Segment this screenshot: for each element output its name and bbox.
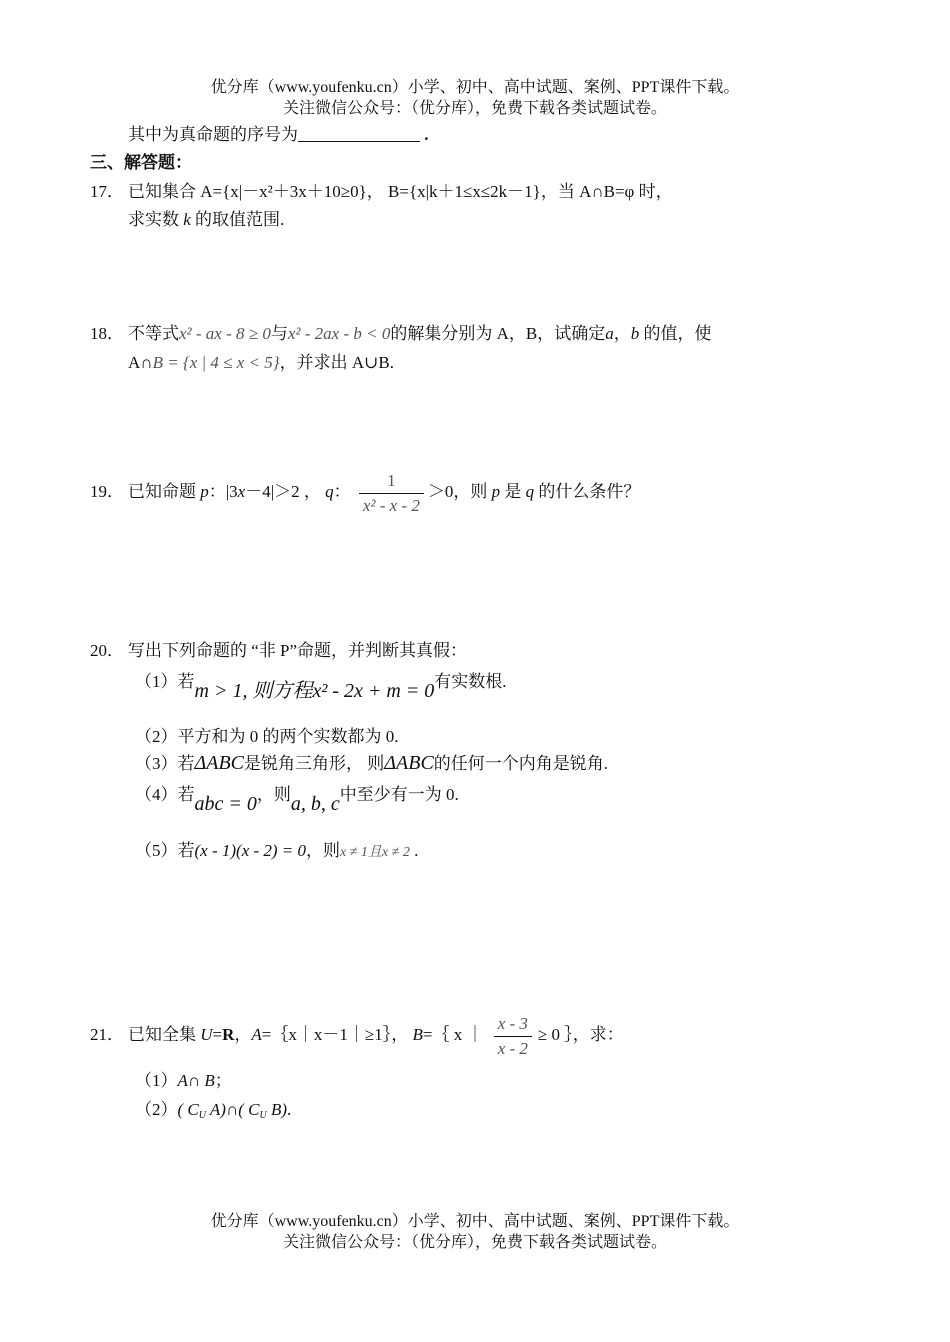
- q21-text-5: =｛ x ｜: [422, 1025, 484, 1044]
- q18-comma: ，: [613, 324, 631, 343]
- q20-i4-math-2: a, b, c: [290, 793, 340, 815]
- q19-fraction-numerator: 1: [359, 469, 424, 494]
- q21-var-B: B: [412, 1025, 423, 1044]
- q20-i5-b: ，则: [306, 841, 341, 860]
- q18-inequality-1: x² - ax - 8 ≥ 0: [179, 324, 271, 343]
- q18-text-3: 的解集分别为 A，B，试确定: [390, 324, 606, 343]
- q21-var-R: R: [222, 1025, 235, 1044]
- q18-line-1: [128, 323, 711, 345]
- q18-text-2: 与: [270, 324, 288, 343]
- header-line-2: 关注微信公众号：（优分库），免费下载各类试题试卷。: [282, 100, 667, 117]
- q17-line-2: [128, 209, 284, 231]
- q17-var-k: k: [183, 210, 191, 229]
- q21-s2-math-1: ( C: [177, 1100, 199, 1119]
- q19-text-2: ：|3: [208, 482, 238, 501]
- q19-text-7: 的什么条件？: [534, 482, 641, 501]
- q20-number: 20．: [90, 641, 124, 660]
- q18-line-2: [128, 352, 394, 374]
- q21-text-1: 已知全集: [128, 1025, 201, 1044]
- footer-line-1: 优分库（www.youfenku.cn）小学、初中、高中试题、案例、PPT课件下载。: [210, 1213, 740, 1230]
- q18-l2-b: ，并求出 A∪B.: [279, 353, 394, 372]
- q21-subquestion-1: [135, 1070, 232, 1092]
- q21-fraction-numerator: x - 3: [494, 1012, 532, 1037]
- q18-text-1: 不等式: [128, 324, 179, 343]
- q21-var-U: U: [200, 1025, 213, 1044]
- q21-s2-a: （2）: [135, 1100, 178, 1119]
- q21-s2-math-3: B): [266, 1100, 288, 1119]
- q21-s2-b: .: [287, 1100, 292, 1119]
- q21-s1-a: （1）: [135, 1071, 178, 1090]
- q20-i3-triangle-2: ΔABC: [384, 752, 434, 774]
- q19-text-6: 是: [500, 482, 526, 501]
- q21-text-6: ≥ 0 ｝，求：: [537, 1025, 624, 1044]
- q20-i3-c: 的任何一个内角是锐角.: [433, 754, 609, 773]
- q20-i4-c: 中至少有一为 0.: [339, 785, 459, 804]
- q20-item-5: [135, 840, 418, 864]
- q19-line: [128, 466, 640, 518]
- q20-i1-a: （1）若: [135, 672, 195, 691]
- q19-text-1: 已知命题: [128, 482, 201, 501]
- q20-i3-b: 是锐角三角形， 则: [244, 754, 385, 773]
- q21-text-4: =｛x｜x－1｜≥1｝，: [261, 1025, 413, 1044]
- q18-l2-a: A∩: [128, 353, 153, 372]
- q18-text-4: 的值，使: [639, 324, 712, 343]
- q17-text-b: 的取值范围.: [190, 210, 285, 229]
- q21-s2-sub-2: U: [259, 1110, 267, 1121]
- q20-i5-a: （5）若: [135, 841, 195, 860]
- q19-number: 19．: [90, 482, 124, 501]
- q21-var-A: A: [251, 1025, 262, 1044]
- q20-i3-a: （3）若: [135, 754, 195, 773]
- footer-line-2: 关注微信公众号：（优分库），免费下载各类试题试卷。: [282, 1234, 667, 1251]
- q20-item-2: （2）平方和为 0 的两个实数都为 0.: [135, 727, 399, 746]
- q21-fraction-denominator: x - 2: [497, 1038, 528, 1058]
- q19-var-q: q: [325, 482, 334, 501]
- q20-i4-math-1: abc = 0: [194, 793, 257, 815]
- q20-i1-b: 有实数根.: [434, 672, 507, 691]
- q20-i1-math: m > 1, 则方程x² - 2x + m = 0: [194, 680, 435, 702]
- answer-blank[interactable]: [298, 124, 420, 142]
- q21-number: 21．: [90, 1025, 124, 1044]
- q20-i5-math-1: (x - 1)(x - 2) = 0: [194, 841, 307, 860]
- q20-i4-b: ，则: [256, 785, 291, 804]
- q20-i5-c: .: [409, 841, 419, 860]
- fill-prefix: 其中为真命题的序号为: [128, 125, 298, 144]
- q21-s1-b: ；: [214, 1071, 232, 1090]
- q21-line: [128, 1009, 624, 1061]
- q21-s2-sub-1: U: [198, 1110, 206, 1121]
- q20-item-1: [135, 671, 507, 702]
- q21-subquestion-2: [135, 1099, 291, 1127]
- q17-line-1: 已知集合 A={x|－x²＋3x＋10≥0}， B={x|k＋1≤x≤2k－1}，当 A∩B=φ 时，: [128, 182, 673, 201]
- q18-set-expression: B = {x | 4 ≤ x < 5}: [152, 353, 280, 372]
- q19-fraction-denominator: x² - x - 2: [362, 495, 420, 515]
- q19-var-x: x: [237, 482, 246, 501]
- q21-text-2: =: [212, 1025, 223, 1044]
- q19-text-4: ：: [333, 482, 351, 501]
- q17-text-a: 求实数: [128, 210, 184, 229]
- q21-text-3: ，: [234, 1025, 252, 1044]
- q20-i3-triangle-1: ΔABC: [194, 752, 245, 774]
- fill-suffix: .: [424, 125, 429, 144]
- q18-var-b: b: [630, 324, 640, 343]
- q18-inequality-2: x² - 2ax - b < 0: [287, 324, 391, 343]
- q18-var-a: a: [605, 324, 614, 343]
- q20-i4-a: （4）若: [135, 785, 195, 804]
- q19-var-p: p: [200, 482, 209, 501]
- q18-number: 18．: [90, 324, 124, 343]
- q19-text-5: ＞0，则: [427, 482, 492, 501]
- header-line-1: 优分库（www.youfenku.cn）小学、初中、高中试题、案例、PPT课件下载。: [210, 79, 740, 96]
- q19-var-p2: p: [491, 482, 501, 501]
- q19-fraction: [359, 469, 424, 518]
- q17-number: 17．: [90, 182, 124, 201]
- q19-text-3: －4|＞2 ，: [245, 482, 326, 501]
- q20-item-4: [135, 784, 459, 815]
- q20-intro: 写出下列命题的 “非 P”命题，并判断其真假：: [128, 641, 468, 660]
- q20-item-3: [135, 752, 608, 775]
- q19-var-q2: q: [525, 482, 535, 501]
- q20-i5-math-2: x ≠ 1且x ≠ 2: [340, 845, 410, 860]
- fill-in-line: [128, 124, 429, 146]
- q21-s1-math: A∩ B: [177, 1071, 215, 1090]
- q21-fraction: [494, 1012, 532, 1061]
- section-title: 三、解答题：: [90, 153, 192, 172]
- q21-s2-math-2: A)∩( C: [205, 1100, 260, 1119]
